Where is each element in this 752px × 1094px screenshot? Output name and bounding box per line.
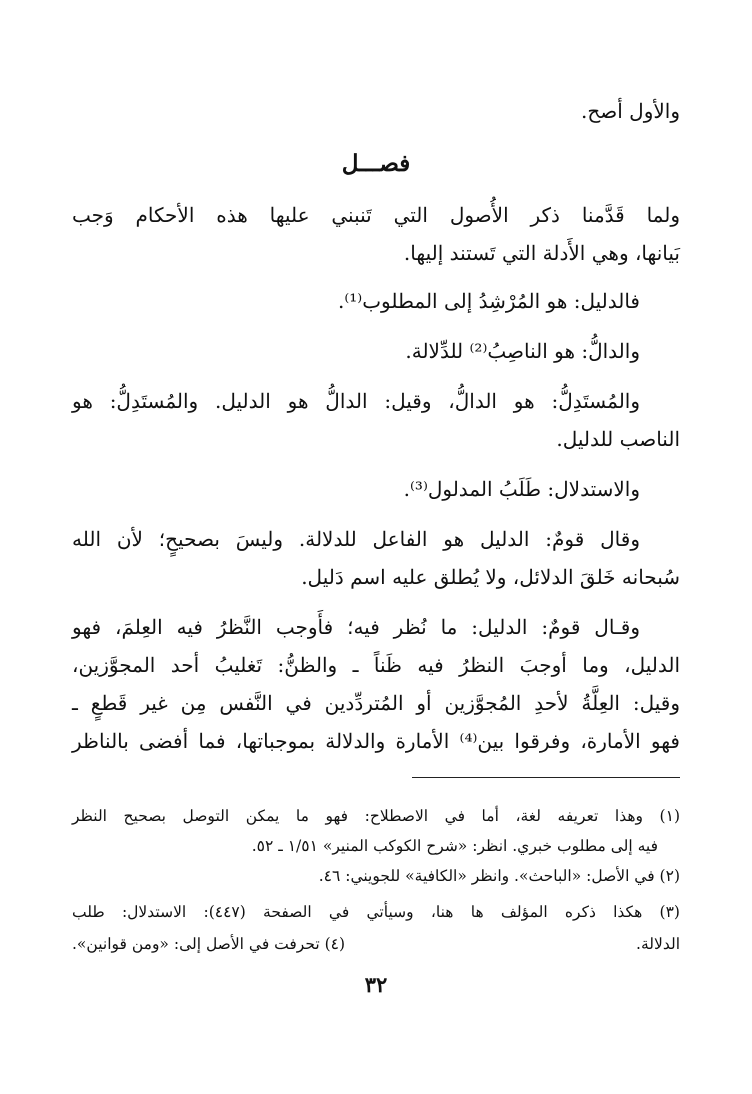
text-line: الناصب للدليل.: [556, 427, 680, 451]
footnote-1-continuation: فيه إلى مطلوب خبري. انظر: «شرح الكوكب المنير» ١/٥١ ـ ٥٢.: [251, 837, 658, 855]
text-line: والاستدلال: طَلَبُ المدلول⁽³⁾.: [403, 477, 640, 501]
text-line: والأول أصح.: [581, 99, 680, 123]
text-line: الدليل، وما أوجبَ النظرُ فيه ظَناً ـ والظنُّ: تَغليبُ أحد المجوَّزين،: [72, 653, 680, 677]
footnote-3-continuation: الدلالة.: [636, 935, 680, 953]
footnote-2: (٢) في الأصل: «الباحث». وانظر «الكافية» للجويني: ٤٦.: [318, 867, 680, 885]
text-line: والدالُّ: هو الناصِبُ⁽²⁾ للدِّلالة.: [405, 339, 640, 363]
footnote-4: (٤) تحرفت في الأصل إلى: «ومن قوانين».: [72, 935, 346, 953]
text-line: فهو الأمارة، وفرقوا بين⁽⁴⁾ الأمارة والدلالة بموجباتها، فما أفضى بالناظر: [72, 729, 680, 753]
text-line: بَيانها، وهي الأَدلة التي تَستند إليها.: [403, 241, 680, 265]
text-line: والمُستَدِلُّ: هو الدالُّ، وقيل: الدالُّ هو الدليل. والمُستَدِلُّ: هو: [72, 389, 640, 413]
page-number: ٣٢: [364, 972, 388, 997]
text-line: وقـال قومٌ: الدليل: ما نُظر فيه؛ فأَوجب النَّظرُ فيه العِلمَ، فهو: [72, 615, 640, 639]
footnote-1: (١) وهذا تعريفه لغة، أما في الاصطلاح: فهو ما يمكن التوصل بصحيح النظر: [72, 807, 680, 825]
text-line: وقيل: العِلَّةُ لأحدِ المُجوَّزين أو المُتردِّدين في النَّفس مِن غير قَطعٍ ـ: [72, 691, 680, 715]
text-line: ولما قَدَّمنا ذكر الأُصول التي تَنبني عليها هذه الأحكام وَجب: [72, 203, 680, 227]
document-page: [72, 0, 680, 1094]
section-title: فصـــل: [341, 150, 411, 177]
text-line: سُبحانه خَلقَ الدلائل، ولا يُطلق عليه اسم دَليل.: [301, 565, 680, 589]
footnote-3: (٣) هكذا ذكره المؤلف ها هنا، وسيأتي في الصفحة (٤٤٧): الاستدلال: طلب: [72, 903, 680, 921]
text-line: وقال قومٌ: الدليل هو الفاعل للدلالة. وليسَ بصحيحٍ؛ لأن الله: [72, 527, 640, 551]
footnote-separator: [412, 777, 680, 778]
text-line: فالدليل: هو المُرْشِدُ إلى المطلوب⁽¹⁾.: [337, 289, 640, 313]
